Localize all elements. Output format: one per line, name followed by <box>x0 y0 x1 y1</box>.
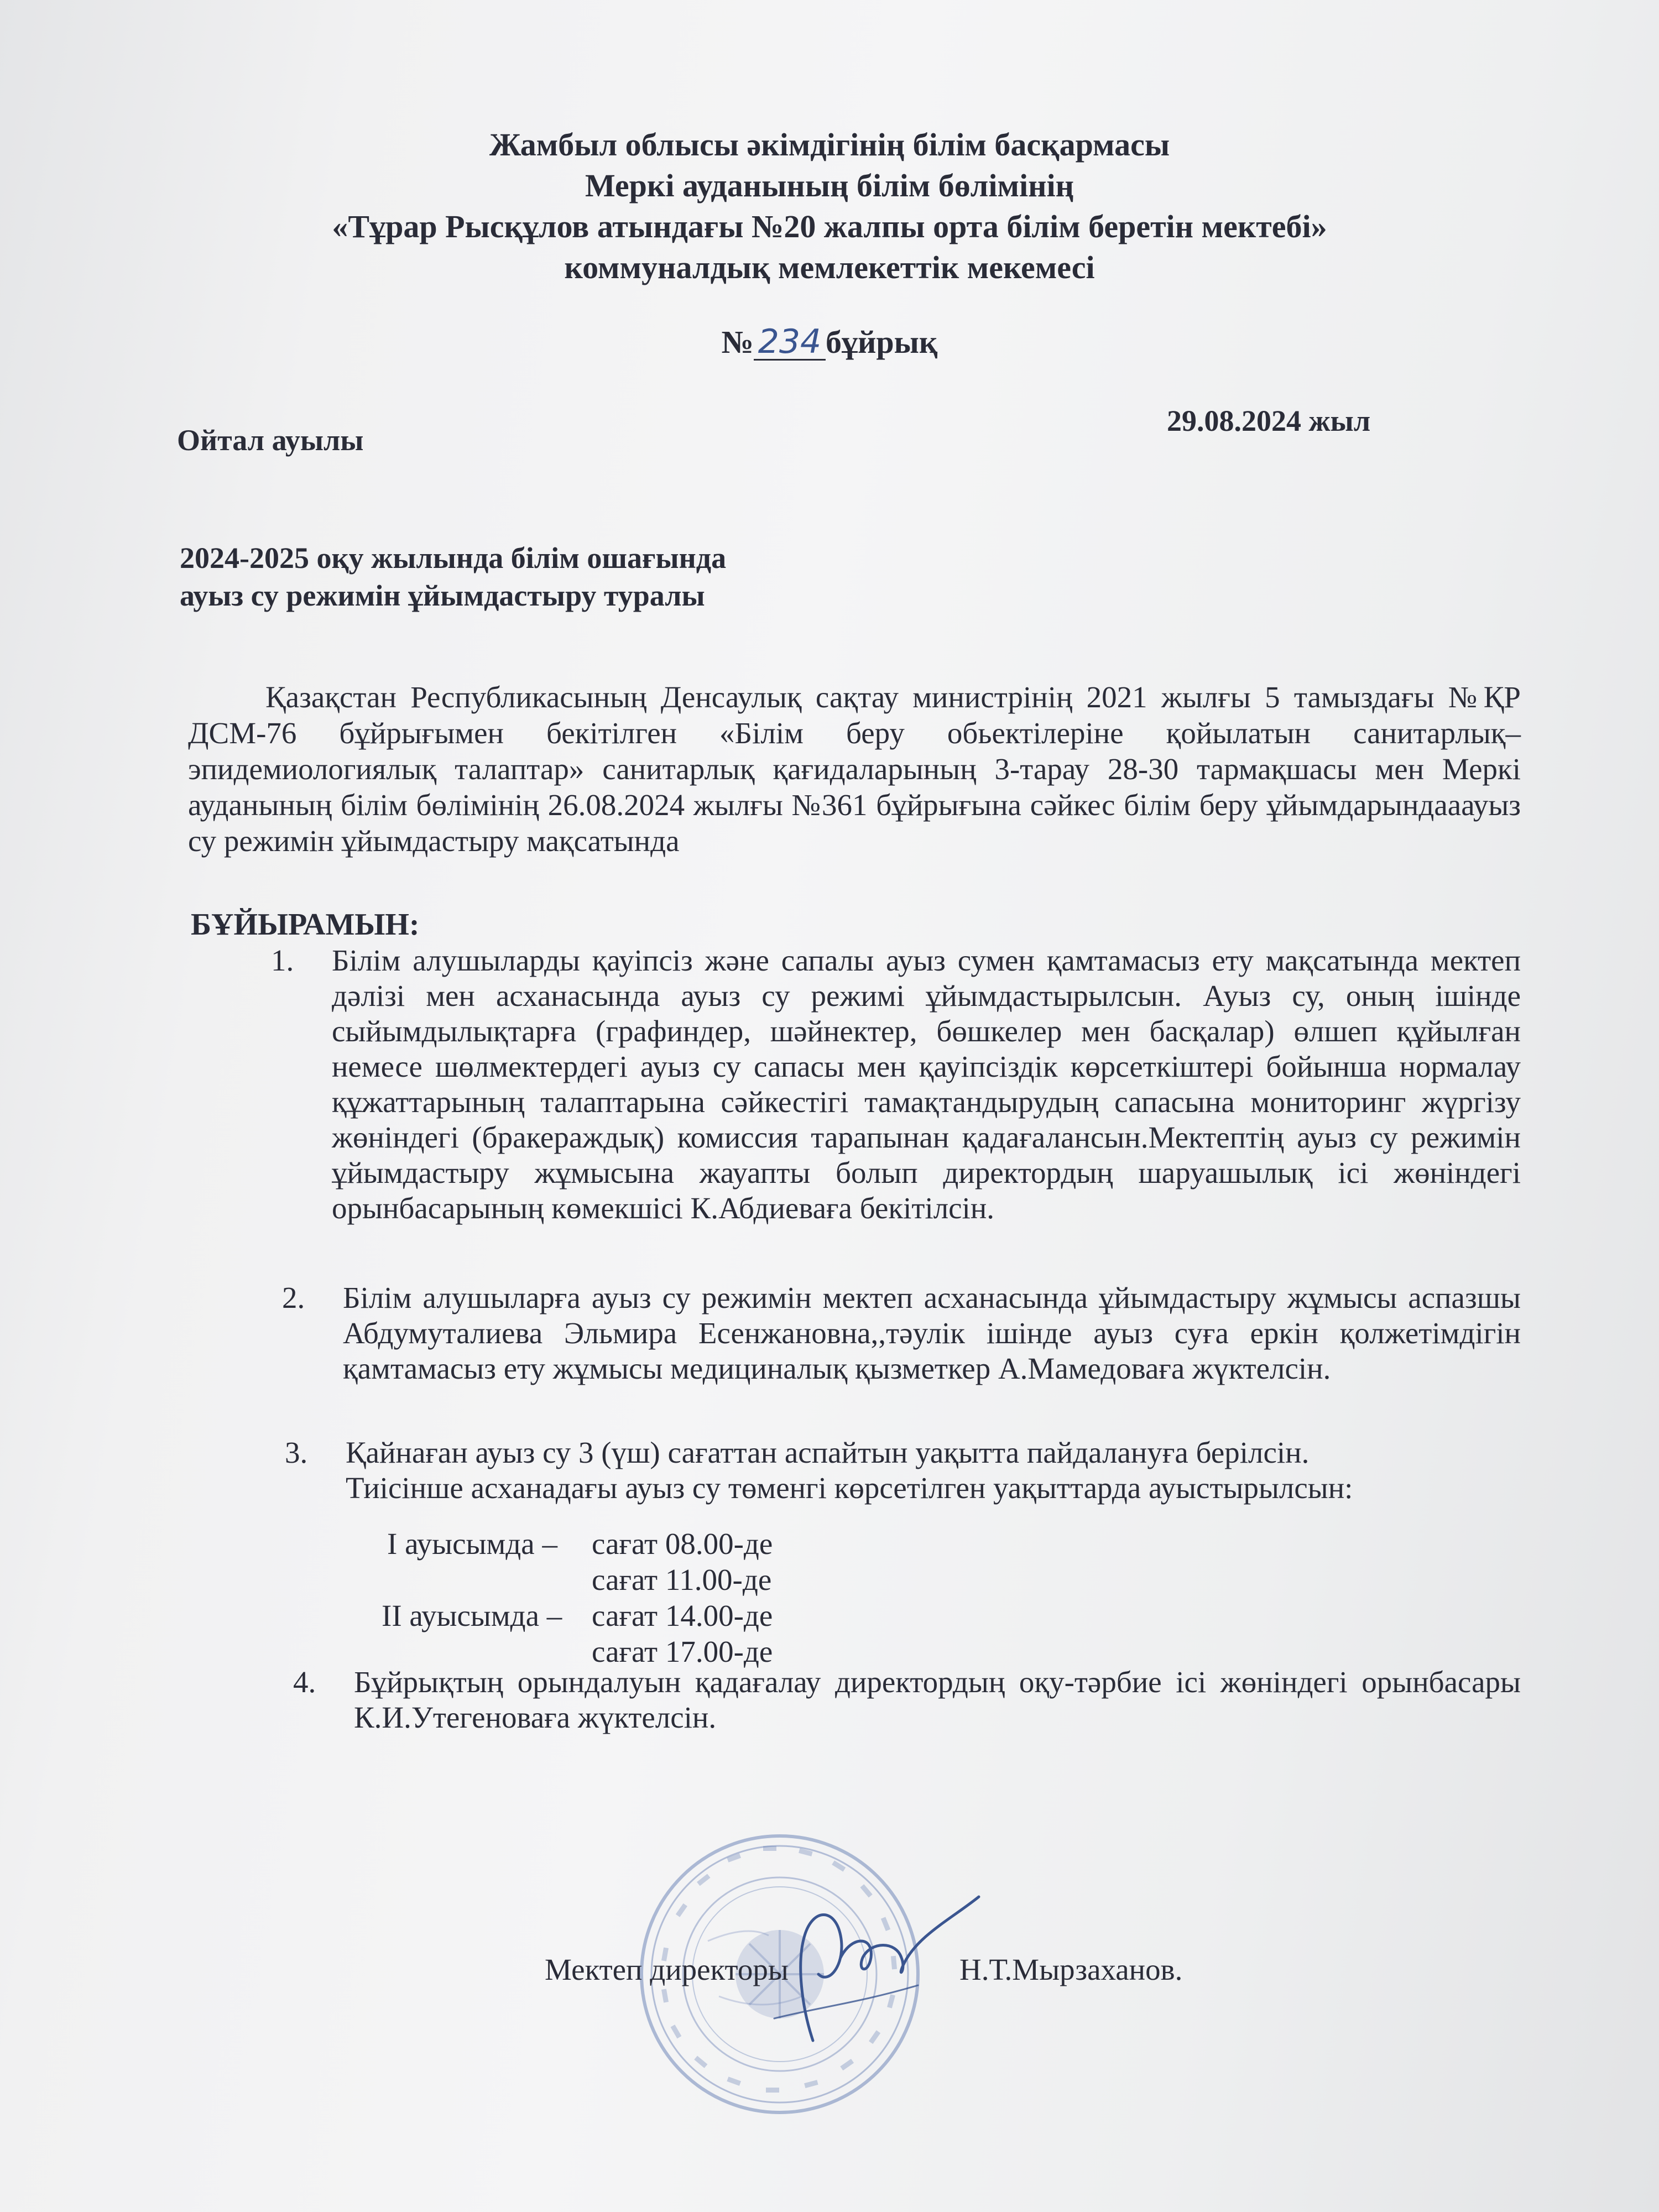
preamble-paragraph: Қазақстан Республикасының Денсаулық сақтау министрінің 2021 жылғы 5 тамыздағы №ҚР ДСМ-76 бұйрығымен бекітілген «Білім беру обьектілеріне қойылатын санитарлық–эпидемиологиялық талаптар» санитарлық қағидаларының 3-тарау 28-30 тармақшасы мен Меркі ауданының білім бөлімінің 26.08.2024 жылғы №361 бұйрығына сәйкес білім беру ұйымдарындааауыз су режимін ұйымдастыру мақсатында <box>188 680 1521 858</box>
order-subject <box>180 539 726 614</box>
order-item-1 <box>271 943 1521 1226</box>
header-line-institution: коммуналдық мемлекеттік мекемесі <box>564 249 1095 285</box>
document-header <box>0 124 1659 288</box>
order-number-sign: № <box>721 324 754 360</box>
order-word: бұйрық <box>825 324 938 360</box>
item-text: Білім алушыларды қауіпсіз және сапалы ауыз сумен қамтамасыз ету мақсатында мектеп дәлізі мен асханасында ауыз су режимі ұйымдастырылсын. Ауыз су, оның ішінде сыйымдылықтарға (графиндер, шәйнектер, бөшкелер мен басқалар) өлшеп құйылған немесе шөлмектердегі ауыз су сапасы мен қауіпсіздік көрсеткіштері бойынша нормалау құжаттарының талаптарына сәйкестігі тамақтандырудың сапасына мониторинг жүргізу жөніндегі (бракераждық) комиссия тарапынан қадағалансын.Мектептің ауыз су режимін ұйымдастыру жұмысына жауапты болып директордың шаруашылық ісі жөніндегі орынбасарының көмекшісі К.Абдиеваға бекітілсін. <box>332 943 1521 1225</box>
order-item-2 <box>282 1280 1521 1386</box>
order-number-handwritten: 234 <box>754 325 826 361</box>
handwritten-signature <box>752 1875 984 2057</box>
subject-line-2: ауыз су режимін ұйымдастыру туралы <box>180 579 705 612</box>
schedule-shift-2-time-2: сағат 17.00-де <box>592 1635 773 1668</box>
order-item-3 <box>285 1435 1521 1506</box>
schedule-shift-1-time-2: сағат 11.00-де <box>592 1563 772 1597</box>
director-name: Н.Т.Мырзаханов. <box>959 1953 1183 1986</box>
subject-line-1: 2024-2025 оқу жылында білім ошағында <box>180 541 727 575</box>
item-number: 4. <box>293 1665 316 1699</box>
header-line-school: «Тұрар Рысқұлов атындағы №20 жалпы орта білім беретін мектебі» <box>332 208 1327 244</box>
item-text: Білім алушыларға ауыз су режимін мектеп асханасында ұйымдастыру жұмысы аспазшы Абдумуталиева Эльмира Есенжановна,,тәулік ішінде ауыз суға еркін қолжетімдігін қамтамасыз ету жұмысы медициналық қызметкер А.Мамедоваға жүктелсін. <box>343 1281 1521 1385</box>
schedule-shift-2-label: II ауысымда – <box>382 1599 562 1632</box>
schedule-shift-1-time-1: сағат 08.00-де <box>592 1527 773 1561</box>
item-text-continued: Тиісінше асханадағы ауыз су төменгі көрсетілген уақыттарда ауыстырылсын: <box>346 1471 1353 1505</box>
item-text: Қайнаған ауыз су 3 (үш) сағаттан аспайтын уақытта пайдалануға берілсін. <box>346 1436 1310 1469</box>
order-title <box>0 324 1659 361</box>
item-number: 3. <box>285 1436 308 1469</box>
place-of-issue: Ойтал ауылы <box>177 424 364 457</box>
header-line-department: Меркі ауданының білім бөлімінің <box>585 168 1074 204</box>
schedule-shift-1-label: I ауысымда – <box>387 1527 557 1561</box>
decree-word: БҰЙЫРАМЫН: <box>191 907 420 942</box>
item-text: Бұйрықтың орындалуын қадағалау директордың оқу-тәрбие ісі жөніндегі орынбасары К.И.Утегеноваға жүктелсін. <box>354 1665 1521 1734</box>
item-number: 1. <box>271 943 294 977</box>
signature-role: Мектеп директоры <box>545 1953 789 1986</box>
order-date: 29.08.2024 жыл <box>1167 404 1371 437</box>
header-line-akimat: Жамбыл облысы әкімдігінің білім басқармасы <box>489 127 1170 163</box>
item-number: 2. <box>282 1281 305 1314</box>
schedule-shift-2-time-1: сағат 14.00-де <box>592 1599 773 1632</box>
order-item-4 <box>293 1665 1521 1735</box>
